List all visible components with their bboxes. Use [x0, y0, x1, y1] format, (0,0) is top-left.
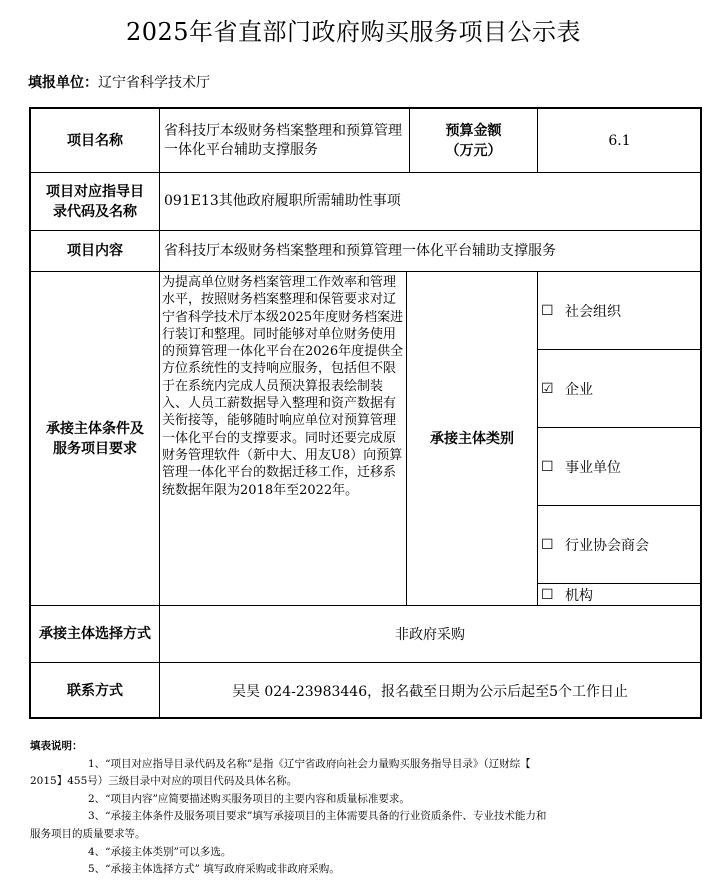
- project-content-label: 项目内容: [67, 243, 123, 259]
- budget-label: [410, 109, 537, 172]
- contact-value: 吴昊 024-23983446，报名截至日期为公示后起至5个工作日止: [231, 683, 629, 700]
- budget-label-line2: （万元）: [445, 142, 502, 159]
- catalog-code-label-line2: 录代码及名称: [53, 203, 137, 220]
- project-name-label: 项目名称: [67, 132, 123, 149]
- category-option-label: 行业协会商会: [565, 537, 649, 554]
- catalog-code-label: [31, 173, 159, 230]
- category-option-industry-association[interactable]: [541, 506, 701, 583]
- project-content-value: 省科技厅本级财务档案整理和预算管理一体化平台辅助支撑服务: [164, 242, 556, 259]
- category-option-agency[interactable]: [541, 584, 701, 605]
- selection-method-value: 非政府采购: [395, 627, 465, 643]
- category-option-social-org[interactable]: [541, 272, 701, 349]
- reporting-unit: [28, 72, 210, 92]
- requirements-label-line2: 服务项目要求: [53, 440, 137, 457]
- checkbox-unchecked-icon[interactable]: ☐: [541, 536, 554, 553]
- contact-label: 联系方式: [67, 682, 123, 699]
- category-option-label: 机构: [565, 587, 593, 604]
- instruction-item: 4、“承接主体类别”可以多选。: [88, 845, 232, 858]
- checkbox-unchecked-icon[interactable]: ☐: [541, 458, 554, 475]
- grid-line: [537, 271, 538, 605]
- category-option-public-institution[interactable]: [541, 428, 701, 505]
- instruction-item: 3、“承接主体条件及服务项目要求”填写承接项目的主体需要具备的行业资质条件、专业技术能力和: [88, 810, 547, 823]
- requirements-label: [31, 272, 159, 605]
- instruction-item: 服务项目的质量要求等。: [30, 827, 146, 840]
- checkbox-checked-icon[interactable]: ☑: [541, 380, 554, 397]
- instruction-item: 2、“项目内容”应简要描述购买服务项目的主要内容和质量标准要求。: [88, 792, 410, 805]
- project-name-value: 省科技厅本级财务档案整理和预算管理一体化平台辅助支撑服务: [164, 122, 402, 158]
- category-option-label: 企业: [565, 381, 593, 398]
- checkbox-unchecked-icon[interactable]: ☐: [541, 586, 554, 603]
- category-option-label: 社会组织: [565, 303, 621, 320]
- checkbox-unchecked-icon[interactable]: ☐: [541, 302, 554, 319]
- selection-method-label: 承接主体选择方式: [39, 626, 151, 642]
- budget-label-line1: 预算金额: [445, 122, 502, 139]
- category-option-label: 事业单位: [565, 459, 621, 476]
- filling-instructions: [30, 738, 690, 879]
- reporting-unit-value: 辽宁省科学技术厅: [98, 75, 210, 91]
- page-title: 2025年省直部门政府购买服务项目公示表: [125, 18, 582, 46]
- budget-value: 6.1: [608, 132, 631, 149]
- requirements-label-line1: 承接主体条件及: [46, 420, 144, 437]
- catalog-code-label-line1: 项目对应指导目: [46, 183, 144, 200]
- instructions-heading: 填表说明：: [30, 740, 83, 752]
- instruction-item: 1、“项目对应指导目录代码及名称”是指《辽宁省政府向社会力量购买服务指导目录》（辽财综【: [88, 757, 531, 770]
- instruction-item: 2015】455号）三级目录中对应的项目代码及具体名称。: [30, 775, 298, 788]
- requirements-text: 为提高单位财务档案管理工作效率和管理水平，按照财务档案整理和保管要求对辽宁省科学技术厅本级2025年度财务档案进行装订和整理。同时能够对单位财务使用的预算管理一体化平台在2026年度提供全方位系统性的支持响应服务，包括但不限于在系统内完成人员预决算报表绘制装入、人员工薪数据导入整理和资产数据有关衔接等，能够随时响应单位对预算管理一体化平台的支撑要求。同时还要完成原财务管理软件（新中大、用友U8）向预算管理一体化平台的数据迁移工作，迁移系统数据年限为2018年至2022年。: [162, 275, 404, 498]
- instruction-item: 5、“承接主体选择方式” 填写政府采购或非政府采购。: [88, 863, 340, 876]
- reporting-unit-label: 填报单位：: [28, 75, 98, 91]
- category-label: 承接主体类别: [430, 430, 514, 447]
- category-option-enterprise[interactable]: [541, 350, 701, 427]
- catalog-code-value: 091E13其他政府履职所需辅助性事项: [164, 193, 401, 209]
